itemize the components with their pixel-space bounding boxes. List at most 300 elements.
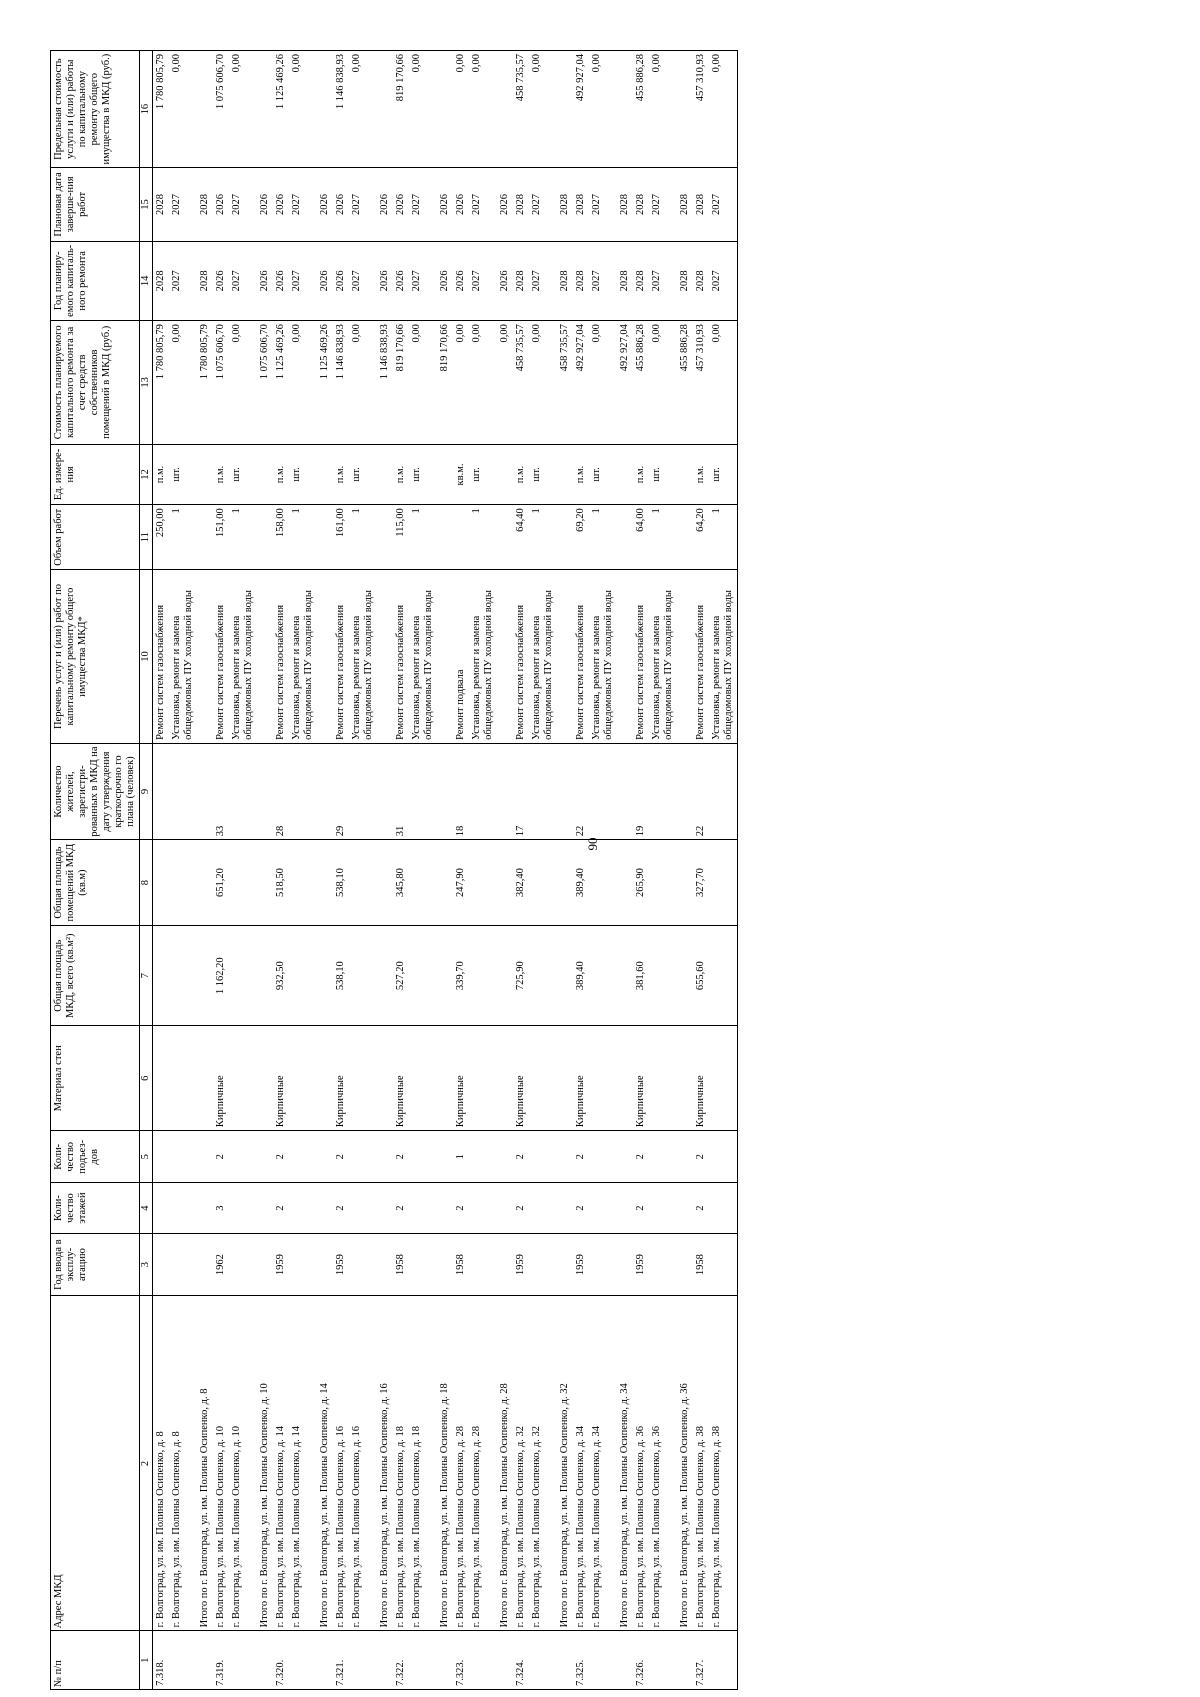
table-cell: Установка, ремонт и замена общедомовых ПУ холодной воды (349, 570, 377, 744)
table-cell: 2 (513, 1183, 529, 1233)
table-cell: 2027 (349, 168, 377, 241)
table-row (513, 51, 529, 1690)
table-cell: Ремонт систем газоснабжения (573, 570, 589, 744)
table-cell: 2026 (257, 241, 273, 321)
table-cell (557, 505, 573, 570)
table-cell: Кирпичные (633, 1026, 649, 1131)
table-cell (557, 840, 573, 926)
column-header: Перечень услуг и (или) работ по капитальному ремонту общего имущества МКД* (51, 570, 140, 744)
table-cell (229, 1131, 257, 1183)
table-cell: 1 (649, 505, 677, 570)
table-cell (257, 743, 273, 839)
table-cell (677, 444, 693, 505)
table-cell: 28 (273, 743, 289, 839)
table-cell (317, 1183, 333, 1233)
table-cell (649, 1183, 677, 1233)
table-cell: 7.323. (453, 1631, 469, 1690)
table-cell (409, 1183, 437, 1233)
table-cell: 2026 (257, 168, 273, 241)
table-cell: 69,20 (573, 505, 589, 570)
table-cell (153, 1026, 170, 1131)
column-header: Коли-чество этажей (51, 1183, 140, 1233)
table-cell (169, 1026, 197, 1131)
table-cell: 538,10 (333, 840, 349, 926)
table-cell: Установка, ремонт и замена общедомовых ПУ холодной воды (529, 570, 557, 744)
table-cell: г. Волгоград, ул. им. Полины Осипенко, д. 36 (633, 1296, 649, 1631)
table-cell (229, 1026, 257, 1131)
table-cell (557, 444, 573, 505)
table-cell: 1 (589, 505, 617, 570)
table-cell: 2 (573, 1131, 589, 1183)
table-cell (169, 1131, 197, 1183)
table-cell: Ремонт систем газоснабжения (693, 570, 709, 744)
table-cell: 2028 (573, 241, 589, 321)
table-cell (497, 926, 513, 1026)
column-header: Объем работ (51, 505, 140, 570)
table-cell: 2027 (169, 168, 197, 241)
table-cell (377, 743, 393, 839)
table-cell: г. Волгоград, ул. им. Полины Осипенко, д. 14 (273, 1296, 289, 1631)
table-cell: 457 310,93 (693, 321, 709, 445)
table-cell: 2027 (289, 168, 317, 241)
table-cell (229, 743, 257, 839)
table-cell (617, 51, 633, 168)
table-cell: г. Волгоград, ул. им. Полины Осипенко, д. 10 (229, 1296, 257, 1631)
table-cell: шт. (589, 444, 617, 505)
table-cell: Ремонт систем газоснабжения (393, 570, 409, 744)
table-cell: Кирпичные (693, 1026, 709, 1131)
table-cell (409, 1131, 437, 1183)
table-cell (617, 840, 633, 926)
table-cell: 1 125 469,26 (317, 321, 333, 445)
table-cell (649, 1026, 677, 1131)
table-cell: 2028 (633, 168, 649, 241)
column-number: 13 (140, 321, 153, 445)
table-cell: Итого по г. Волгоград, ул. им. Полины Осипенко, д. 18 (437, 1296, 453, 1631)
table-cell (529, 1026, 557, 1131)
table-cell (229, 926, 257, 1026)
table-cell: г. Волгоград, ул. им. Полины Осипенко, д. 10 (213, 1296, 229, 1631)
table-cell: 2028 (197, 168, 213, 241)
table-cell: 1 075 606,70 (257, 321, 273, 445)
table-cell (557, 51, 573, 168)
table-cell: 2027 (469, 168, 497, 241)
table-cell (349, 840, 377, 926)
table-cell: 0,00 (709, 321, 738, 445)
column-number: 16 (140, 51, 153, 168)
table-cell: 389,40 (573, 926, 589, 1026)
table-cell (349, 1183, 377, 1233)
column-number: 11 (140, 505, 153, 570)
table-cell: 0,00 (709, 51, 738, 168)
table-cell: 2028 (573, 168, 589, 241)
table-cell (529, 743, 557, 839)
table-cell: 29 (333, 743, 349, 839)
table-cell: 0,00 (409, 321, 437, 445)
table-cell (153, 743, 170, 839)
table-cell (317, 840, 333, 926)
table-cell (453, 505, 469, 570)
table-cell: Итого по г. Волгоград, ул. им. Полины Осипенко, д. 16 (377, 1296, 393, 1631)
table-cell: 2 (273, 1131, 289, 1183)
table-cell (377, 444, 393, 505)
table-cell: Кирпичные (213, 1026, 229, 1131)
table-cell (197, 1026, 213, 1131)
table-row (377, 51, 393, 1690)
table-cell: 2027 (709, 241, 738, 321)
table-cell: 527,20 (393, 926, 409, 1026)
table-cell: 455 886,28 (633, 321, 649, 445)
table-cell: 2026 (437, 168, 453, 241)
column-header: Коли-чество подъез-дов (51, 1131, 140, 1183)
table-cell (197, 743, 213, 839)
table-cell: 492 927,04 (573, 51, 589, 168)
table-cell: Установка, ремонт и замена общедомовых ПУ холодной воды (409, 570, 437, 744)
table-cell (437, 51, 453, 168)
table-cell (617, 1131, 633, 1183)
table-row (617, 51, 633, 1690)
column-number: 15 (140, 168, 153, 241)
table-cell (153, 1131, 170, 1183)
table-cell: 1 780 805,79 (197, 321, 213, 445)
table-cell: 518,50 (273, 840, 289, 926)
table-cell (377, 1631, 393, 1690)
table-cell: 389,40 (573, 840, 589, 926)
table-cell (497, 1183, 513, 1233)
table-cell: 2026 (213, 241, 229, 321)
table-cell: 2028 (513, 168, 529, 241)
table-cell (437, 1131, 453, 1183)
table-cell (257, 926, 273, 1026)
table-cell (709, 743, 738, 839)
table-cell (437, 1183, 453, 1233)
table-cell: 2027 (229, 168, 257, 241)
table-cell: 2 (633, 1131, 649, 1183)
table-cell (257, 505, 273, 570)
header-labels-row (51, 51, 140, 1690)
table-row (649, 51, 677, 1690)
page-number: 90 (585, 837, 600, 851)
table-row (317, 51, 333, 1690)
table-cell: 2028 (513, 241, 529, 321)
table-cell (349, 1631, 377, 1690)
table-cell (589, 1631, 617, 1690)
table-cell: 458 735,57 (557, 321, 573, 445)
table-cell (377, 1131, 393, 1183)
table-cell (589, 1026, 617, 1131)
table-cell (589, 1233, 617, 1296)
table-cell: 2026 (437, 241, 453, 321)
table-cell (229, 1233, 257, 1296)
table-cell: 7.326. (633, 1631, 649, 1690)
table-cell (529, 1631, 557, 1690)
table-cell: 2028 (677, 241, 693, 321)
table-cell (153, 840, 170, 926)
table-cell: 1958 (393, 1233, 409, 1296)
table-cell (377, 1183, 393, 1233)
table-cell (349, 926, 377, 1026)
table-cell: 458 735,57 (513, 51, 529, 168)
table-cell (317, 1233, 333, 1296)
column-header: Предельная стоимость услуги и (или) работы по капитальному ремонту общего имущества в МКД (руб.) (51, 51, 140, 168)
table-cell: Ремонт подвала (453, 570, 469, 744)
table-cell (589, 743, 617, 839)
table-cell: 455 886,28 (633, 51, 649, 168)
table-cell (377, 1233, 393, 1296)
table-cell: 2028 (153, 168, 170, 241)
table-cell (409, 1026, 437, 1131)
table-cell: г. Волгоград, ул. им. Полины Осипенко, д. 32 (513, 1296, 529, 1631)
table-cell: 115,00 (393, 505, 409, 570)
table-cell: шт. (289, 444, 317, 505)
column-number: 9 (140, 743, 153, 839)
table-cell: п.м. (573, 444, 589, 505)
table-header (51, 51, 153, 1690)
table-cell: 22 (693, 743, 709, 839)
table-cell: п.м. (153, 444, 170, 505)
table-cell: Ремонт систем газоснабжения (633, 570, 649, 744)
table-cell (709, 1183, 738, 1233)
table-row (633, 51, 649, 1690)
table-cell (437, 1026, 453, 1131)
table-cell: г. Волгоград, ул. им. Полины Осипенко, д. 16 (333, 1296, 349, 1631)
table-cell: 2028 (693, 241, 709, 321)
table-cell (437, 1631, 453, 1690)
table-cell: Итого по г. Волгоград, ул. им. Полины Осипенко, д. 14 (317, 1296, 333, 1631)
table-cell: Итого по г. Волгоград, ул. им. Полины Осипенко, д. 34 (617, 1296, 633, 1631)
table-cell: 7.318. (153, 1631, 170, 1690)
table-cell (169, 743, 197, 839)
table-cell: шт. (529, 444, 557, 505)
table-cell (229, 840, 257, 926)
table-cell: 2026 (453, 241, 469, 321)
table-cell: шт. (349, 444, 377, 505)
table-cell: 7.320. (273, 1631, 289, 1690)
table-cell (677, 926, 693, 1026)
table-row (289, 51, 317, 1690)
column-header: Адрес МКД (51, 1296, 140, 1631)
table-cell: шт. (649, 444, 677, 505)
table-cell: 655,60 (693, 926, 709, 1026)
table-row (169, 51, 197, 1690)
table-cell: 2 (693, 1183, 709, 1233)
table-cell (377, 926, 393, 1026)
table-cell (617, 1183, 633, 1233)
table-cell (589, 1183, 617, 1233)
table-cell: 2028 (617, 168, 633, 241)
table-cell: г. Волгоград, ул. им. Полины Осипенко, д. 28 (469, 1296, 497, 1631)
table-cell: Установка, ремонт и замена общедомовых ПУ холодной воды (169, 570, 197, 744)
table-cell: 457 310,93 (693, 51, 709, 168)
column-header: Общая площадь МКД, всего (кв.м²) (51, 926, 140, 1026)
table-cell: 0,00 (529, 321, 557, 445)
table-cell: 2 (513, 1131, 529, 1183)
column-header: Год ввода в эксплу-атацию (51, 1233, 140, 1296)
table-cell: 725,90 (513, 926, 529, 1026)
table-cell (349, 1131, 377, 1183)
table-cell (557, 1131, 573, 1183)
table-row (333, 51, 349, 1690)
table-cell: 265,90 (633, 840, 649, 926)
table-cell (409, 743, 437, 839)
table-cell (469, 1631, 497, 1690)
table-cell: 2028 (677, 168, 693, 241)
table-cell: 0,00 (469, 321, 497, 445)
table-cell: 2027 (649, 241, 677, 321)
table-cell: 0,00 (349, 321, 377, 445)
column-number: 14 (140, 241, 153, 321)
table-cell (557, 743, 573, 839)
table-cell (377, 840, 393, 926)
table-cell: 1 (409, 505, 437, 570)
table-cell (497, 570, 513, 744)
table-cell: 0,00 (469, 51, 497, 168)
table-cell (497, 505, 513, 570)
table-cell: 0,00 (229, 51, 257, 168)
table-cell: 2 (333, 1183, 349, 1233)
table-cell (409, 1631, 437, 1690)
table-cell (497, 1131, 513, 1183)
table-cell: 0,00 (289, 51, 317, 168)
table-cell: шт. (229, 444, 257, 505)
table-cell (437, 743, 453, 839)
table-cell (377, 1026, 393, 1131)
table-cell (317, 1631, 333, 1690)
table-row (153, 51, 170, 1690)
table-cell: 1958 (453, 1233, 469, 1296)
table-cell: 0,00 (649, 321, 677, 445)
table-row (437, 51, 453, 1690)
column-header: Материал стен (51, 1026, 140, 1131)
column-number: 12 (140, 444, 153, 505)
table-cell (317, 926, 333, 1026)
table-cell (497, 1026, 513, 1131)
table-cell: 2 (333, 1131, 349, 1183)
table-cell (589, 840, 617, 926)
table-cell: 2027 (349, 241, 377, 321)
table-cell (197, 1183, 213, 1233)
table-cell: 2027 (589, 168, 617, 241)
table-cell (677, 1233, 693, 1296)
table-cell: 1 (169, 505, 197, 570)
table-cell (709, 1631, 738, 1690)
table-row (529, 51, 557, 1690)
table-cell (529, 1131, 557, 1183)
table-cell: кв.м. (453, 444, 469, 505)
table-cell: 2028 (693, 168, 709, 241)
table-cell: 2027 (469, 241, 497, 321)
table-cell: 455 886,28 (677, 321, 693, 445)
table-cell: 19 (633, 743, 649, 839)
table-cell (257, 570, 273, 744)
table-cell (197, 1233, 213, 1296)
table-cell (709, 840, 738, 926)
table-cell: 7.327. (693, 1631, 709, 1690)
table-cell: 33 (213, 743, 229, 839)
table-cell: 492 927,04 (617, 321, 633, 445)
table-cell: 1958 (693, 1233, 709, 1296)
table-cell (469, 743, 497, 839)
table-cell: 2027 (709, 168, 738, 241)
table-cell (409, 840, 437, 926)
table-cell: г. Волгоград, ул. им. Полины Осипенко, д. 18 (393, 1296, 409, 1631)
table-cell: 7.321. (333, 1631, 349, 1690)
table-cell (289, 1131, 317, 1183)
table-cell: 2 (393, 1183, 409, 1233)
table-cell: 17 (513, 743, 529, 839)
table-cell: 64,40 (513, 505, 529, 570)
table-row (273, 51, 289, 1690)
table-cell: п.м. (393, 444, 409, 505)
table-cell (289, 1026, 317, 1131)
column-header: Год планиру-емого капиталь-ного ремонта (51, 241, 140, 321)
table-cell (317, 743, 333, 839)
table-cell: 339,70 (453, 926, 469, 1026)
table-cell (197, 840, 213, 926)
table-cell (257, 444, 273, 505)
table-row (409, 51, 437, 1690)
table-row (709, 51, 738, 1690)
table-cell: 382,40 (513, 840, 529, 926)
table-cell: 2026 (273, 241, 289, 321)
table-row (229, 51, 257, 1690)
table-cell: 0,00 (649, 51, 677, 168)
table-cell (437, 926, 453, 1026)
table-cell: 1959 (633, 1233, 649, 1296)
table-cell: 2026 (393, 168, 409, 241)
table-cell (617, 926, 633, 1026)
table-cell (709, 926, 738, 1026)
table-cell: 2026 (497, 241, 513, 321)
table-cell (469, 1233, 497, 1296)
table-cell (709, 1026, 738, 1131)
table-cell (153, 926, 170, 1026)
table-cell (497, 51, 513, 168)
table-cell (677, 1183, 693, 1233)
column-number: 2 (140, 1296, 153, 1631)
table-row (497, 51, 513, 1690)
table-cell: п.м. (213, 444, 229, 505)
column-number: 4 (140, 1183, 153, 1233)
table-cell (169, 1233, 197, 1296)
table-cell (349, 1233, 377, 1296)
table-cell (317, 1026, 333, 1131)
table-row (677, 51, 693, 1690)
table-cell: 2026 (273, 168, 289, 241)
table-cell (197, 51, 213, 168)
table-cell (497, 1631, 513, 1690)
table-row (693, 51, 709, 1690)
table-cell (289, 1631, 317, 1690)
table-cell (289, 743, 317, 839)
table-cell: 0,00 (453, 51, 469, 168)
table-cell (197, 505, 213, 570)
table-cell: 2027 (169, 241, 197, 321)
table-cell (617, 505, 633, 570)
table-cell: 2027 (649, 168, 677, 241)
table-cell (497, 444, 513, 505)
table-cell (557, 1026, 573, 1131)
table-cell (153, 1233, 170, 1296)
table-cell (437, 444, 453, 505)
table-cell: Установка, ремонт и замена общедомовых ПУ холодной воды (709, 570, 738, 744)
table-cell (617, 743, 633, 839)
table-cell (257, 51, 273, 168)
table-cell (649, 1233, 677, 1296)
table-cell: 819 170,66 (437, 321, 453, 445)
table-cell (617, 1233, 633, 1296)
table-cell: г. Волгоград, ул. им. Полины Осипенко, д. 32 (529, 1296, 557, 1631)
